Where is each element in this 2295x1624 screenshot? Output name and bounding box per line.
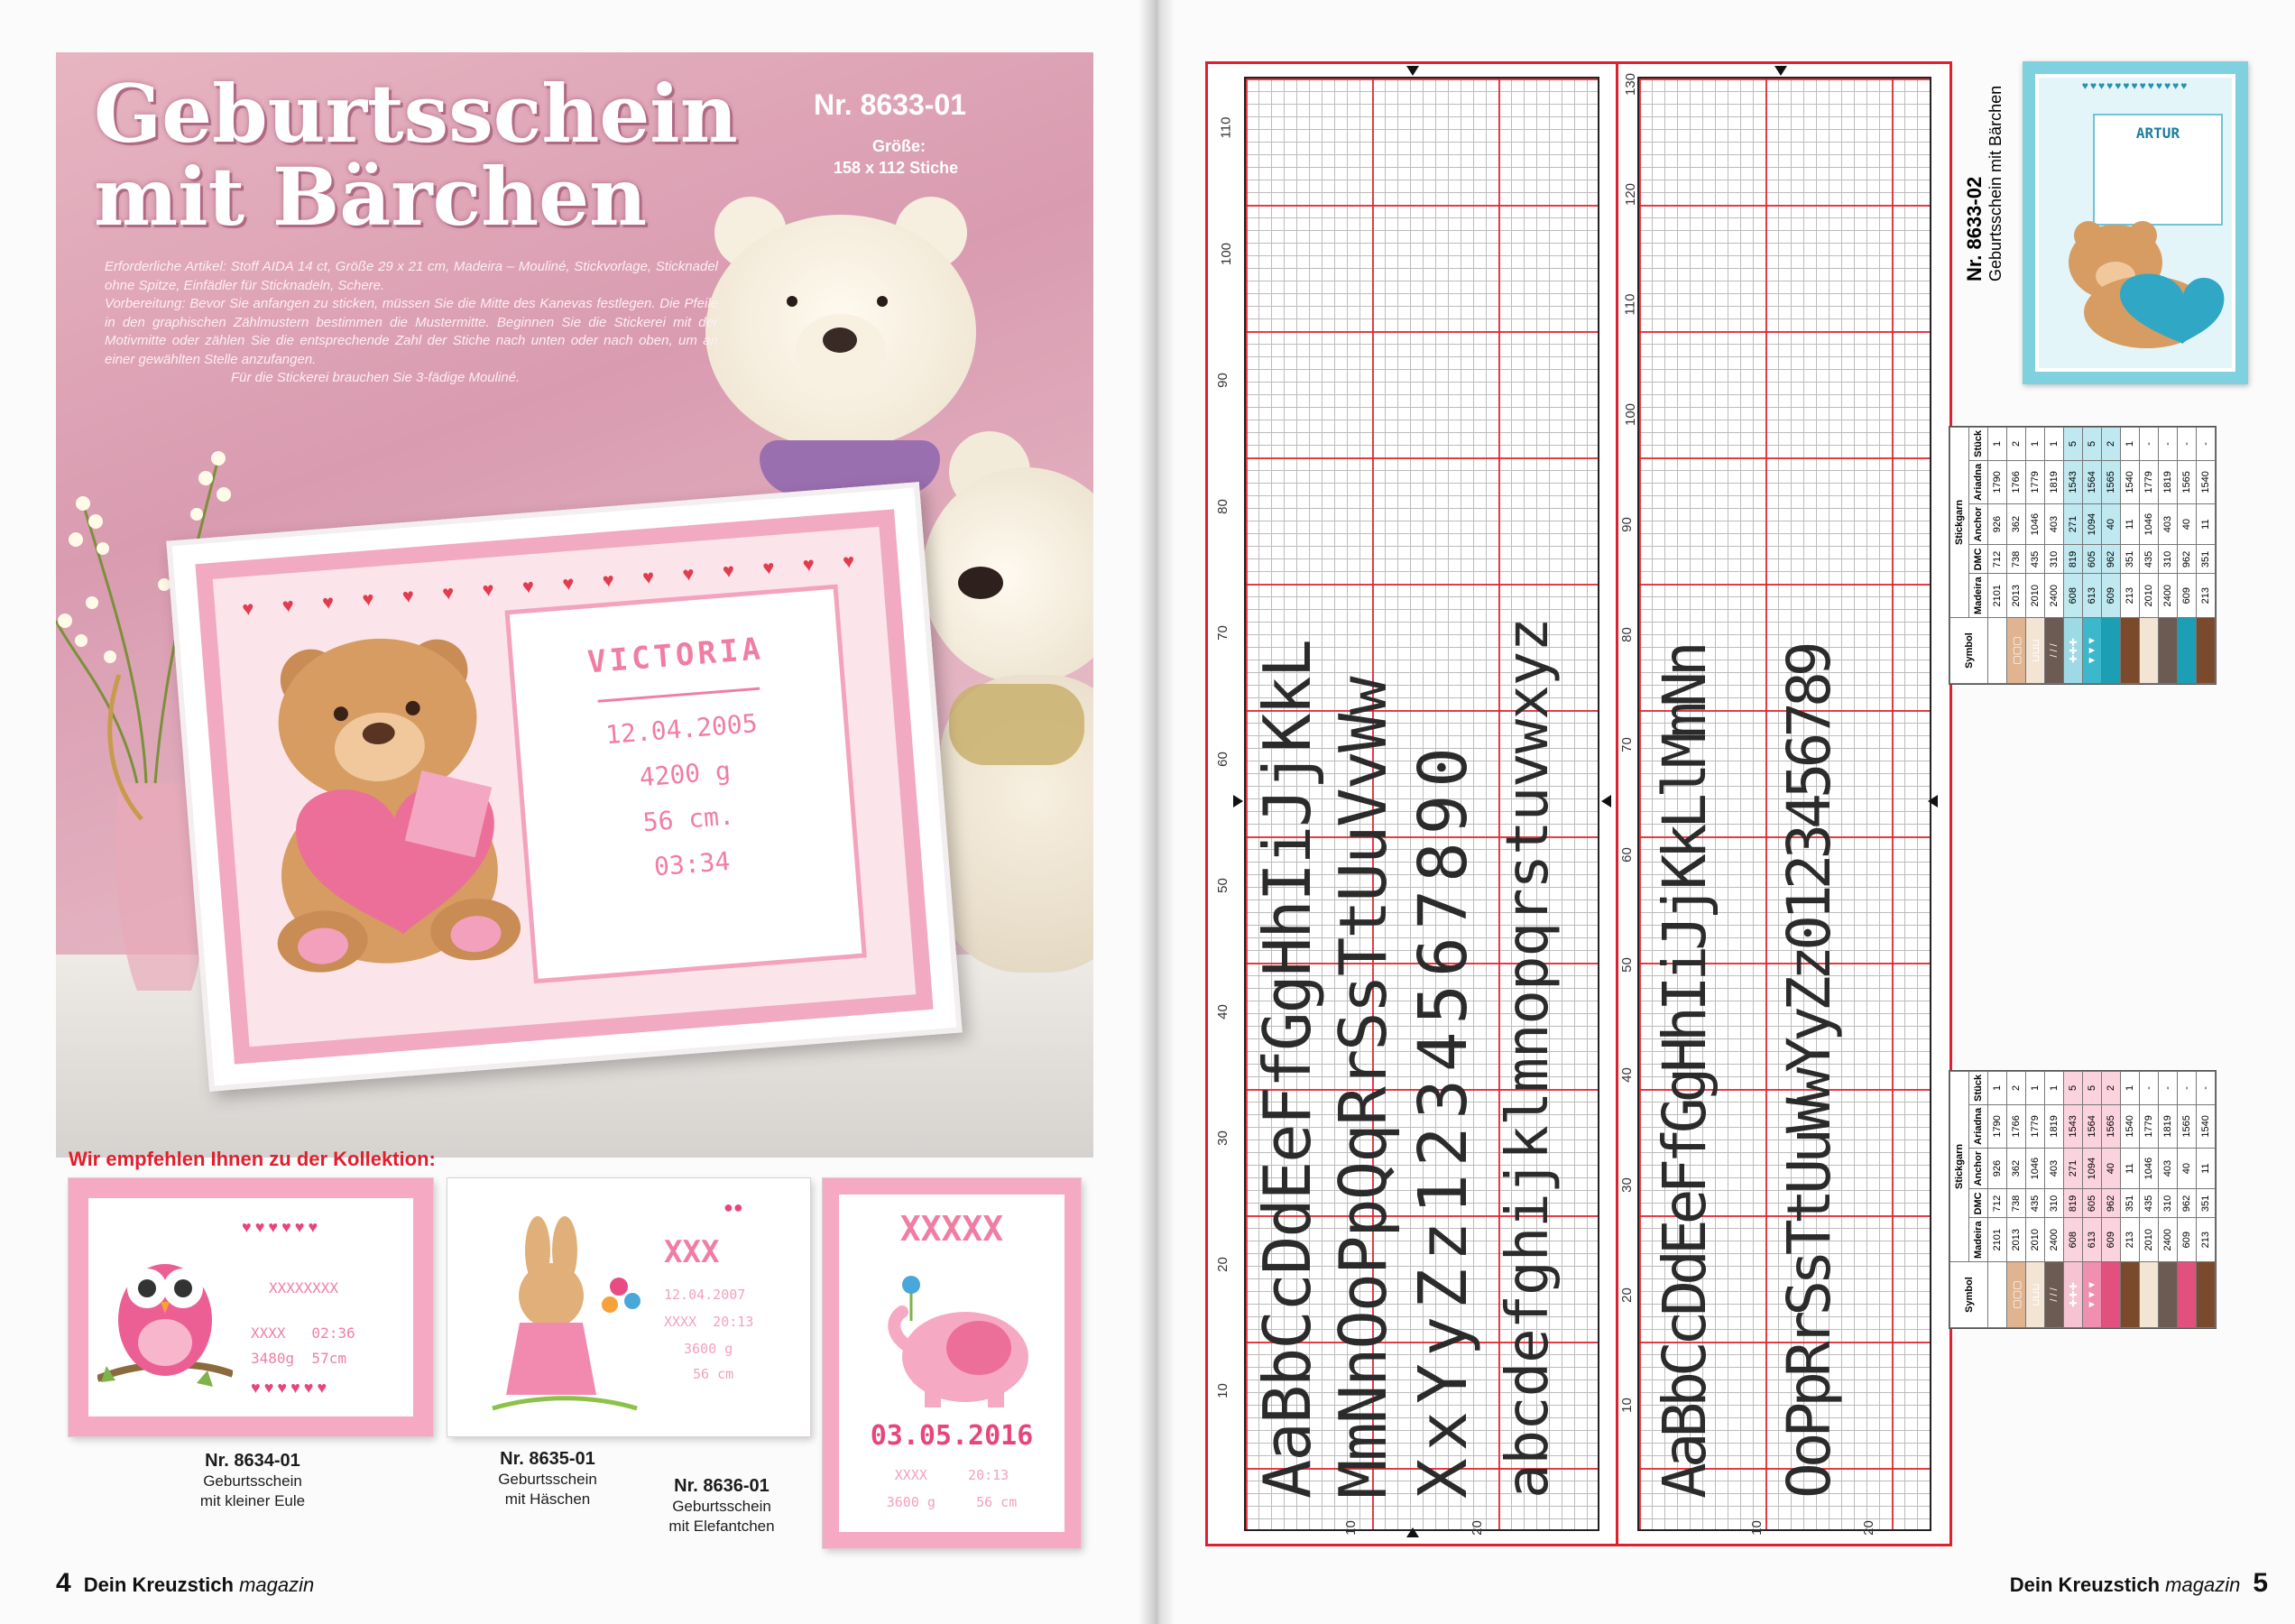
center-arrow-left-1 (1233, 795, 1243, 807)
footer-right-magazine-italic: magazin (2165, 1573, 2241, 1596)
ruler2-num-100: 100 (1623, 402, 1639, 427)
key-cell: - (2178, 1071, 2197, 1104)
ruler-bottom2-num-10: 10 (1748, 1520, 1765, 1536)
key-cell: 1540 (2197, 1104, 2216, 1148)
key-header-group: Stickgarn (1950, 1071, 1969, 1261)
key-cell: 1 (1988, 1071, 2007, 1104)
center-arrow-top-2 (1774, 66, 1787, 76)
key-cell: 2101 (1988, 1218, 2007, 1262)
key-cell: - (2159, 427, 2178, 460)
variant-desc: Geburtsschein mit Bärchen (1986, 85, 2005, 281)
key-cell: 403 (2159, 503, 2178, 545)
key-cell: 1819 (2159, 460, 2178, 503)
key-cell: 1 (2121, 427, 2140, 460)
name-panel (504, 585, 866, 984)
key-cell: 1540 (2197, 460, 2216, 503)
key-cell: 738 (2007, 545, 2026, 574)
key-cell: 310 (2159, 545, 2178, 574)
center-arrow-right-1 (1601, 795, 1611, 807)
key-cell: 1046 (2140, 503, 2159, 545)
key-swatch (2159, 618, 2178, 684)
bunny-paws: ●● (724, 1198, 743, 1216)
key-cell: 1819 (2159, 1104, 2178, 1148)
key-cell: 609 (2178, 574, 2197, 618)
bunny-text-length: 56 cm (693, 1366, 734, 1382)
key-cell: 40 (2178, 503, 2197, 545)
variant-bear-illustration (2057, 213, 2228, 348)
pattern-number: Nr. 8633-01 (814, 88, 967, 121)
caption-elephant (622, 1476, 821, 1536)
caption-owl-nr: Nr. 8634-01 (205, 1451, 300, 1471)
bunny-illustration (465, 1214, 646, 1422)
key-cell: 2 (2007, 427, 2026, 460)
key-swatch: ▼▼▼ (2083, 1262, 2102, 1328)
key-cell: 1 (1988, 427, 2007, 460)
key-cell: 1540 (2121, 460, 2140, 503)
owl-text-weight: 3480g 57cm (251, 1350, 346, 1367)
center-arrow-right-2 (1928, 795, 1938, 807)
center-arrow-bottom-1 (1406, 1527, 1419, 1537)
ruler1-num-60: 60 (1214, 752, 1230, 767)
variant-hearts: ♥♥♥♥♥♥♥♥♥♥♥♥♥ (2081, 79, 2189, 92)
key-col-madeira: Madeira (1969, 1218, 1988, 1262)
key-row (2140, 427, 2159, 683)
key-blue-table (1949, 427, 2216, 684)
key-row (2197, 1071, 2216, 1327)
key-cell: 1779 (2140, 1104, 2159, 1148)
caption-bunny-line2: mit Häschen (504, 1490, 591, 1508)
ruler1-num-30: 30 (1214, 1130, 1230, 1146)
key-cell: 11 (2121, 1148, 2140, 1189)
key-cell: 609 (2102, 1218, 2121, 1262)
ruler2-num-120: 120 (1623, 182, 1639, 207)
page-title (94, 67, 738, 244)
key-cell: 962 (2102, 1189, 2121, 1218)
hero-photo (56, 52, 1093, 1158)
key-cell: 435 (2026, 1189, 2045, 1218)
elephant-text-name: XXXXX (899, 1209, 1004, 1249)
key-cell: 40 (2178, 1148, 2197, 1189)
key-cell: 1766 (2007, 1104, 2026, 1148)
bunny-text-time: XXXX 20:13 (664, 1314, 754, 1330)
key-cell: 2010 (2026, 574, 2045, 618)
chart2-row-2: OoPpRrSsTtUuWwYyZz0123456789 (1774, 646, 1844, 1499)
footer-left-magazine-italic: magazin (239, 1573, 315, 1596)
chart1-row-3: XxYyZz1234567890 (1405, 740, 1482, 1499)
caption-bunny-nr: Nr. 8635-01 (500, 1449, 595, 1469)
key-col-dmc: DMC (1969, 1189, 1988, 1218)
key-swatch: ✚✚✚ (2064, 1262, 2083, 1328)
key-cell: - (2140, 1071, 2159, 1104)
ruler1-num-100: 100 (1219, 242, 1235, 266)
ruler1-num-110: 110 (1218, 116, 1234, 139)
key-col-anchor: Anchor (1969, 503, 1988, 545)
key-cell: 2400 (2159, 574, 2178, 618)
key-cell: 435 (2140, 545, 2159, 574)
recommendation-heading: Wir empfehlen Ihnen zu der Kollektion: (69, 1148, 436, 1170)
key-row (2045, 427, 2064, 683)
thumbnail-elephant (823, 1178, 1081, 1548)
key-cell: 2010 (2140, 1218, 2159, 1262)
key-col-ariadna: Ariadna (1969, 460, 1988, 503)
key-cell: 403 (2045, 503, 2064, 545)
key-col-anchor: Anchor (1969, 1148, 1988, 1189)
chart-divider (1616, 64, 1618, 1544)
birth-time: 03:34 (652, 845, 732, 882)
key-cell: 1565 (2102, 1104, 2121, 1148)
key-cell: 1543 (2064, 1104, 2083, 1148)
key-cell: - (2159, 1071, 2178, 1104)
elephant-text-weight: 3600 g 56 cm (886, 1494, 1018, 1510)
key-cell: 362 (2007, 503, 2026, 545)
key-row (2083, 427, 2102, 683)
key-cell: 2400 (2045, 574, 2064, 618)
chart2-row-1: AaBbCcDdEeFfGgHhIiJjKkLlMmNn (1650, 646, 1719, 1499)
center-arrow-top-1 (1406, 66, 1419, 76)
bunny-text-date: 12.04.2007 (664, 1287, 746, 1303)
key-cell: 926 (1988, 1148, 2007, 1189)
key-row (2197, 427, 2216, 683)
ruler2-num-20: 20 (1618, 1287, 1635, 1303)
chart1-row-1: AaBbCcDdEeFfGgHhIiJjKkL (1249, 641, 1325, 1499)
key-swatch (2197, 618, 2216, 684)
key-cell: 608 (2064, 574, 2083, 618)
key-pink-table (1949, 1071, 2216, 1328)
key-cell: 1819 (2045, 460, 2064, 503)
key-cell: 605 (2083, 545, 2102, 574)
footer-left-magazine: Dein Kreuzstich (83, 1573, 234, 1596)
key-header-symbol: Symbol (1950, 1262, 1988, 1328)
key-row (2045, 1071, 2064, 1327)
owl-text-name: XXXXXXXX (269, 1279, 339, 1296)
variant-caption (1963, 86, 2005, 281)
ruler2-num-50: 50 (1618, 957, 1635, 973)
key-cell: 609 (2102, 574, 2121, 618)
intro-paragraph-materials: Erforderliche Artikel: Stoff AIDA 14 ct, Größe 29 x 21 cm, Madeira – Mouliné, Stickvorlage, Sticknadel ohne Spitze, Einfädler für Sticknadeln, Schere. (105, 259, 718, 293)
page-number-left: 4 (56, 1568, 71, 1598)
key-cell: 1779 (2140, 460, 2159, 503)
intro-paragraph-preparation: Vorbereitung: Bevor Sie anfangen zu sticken, müssen Sie die Mitte des Kanevas festlegen. Die Pfeile in den graphischen Zählmustern bestimmen die Mustermitte. Beginnen Sie die Stickerei mit der Motivmitte oder zählen Sie die entsprechende Zahl der Stiche nach unten oder nach oben, um an einer gewählten Stelle anzufangen. (105, 296, 718, 367)
alphabet-chart (1205, 61, 1952, 1546)
ruler1-num-90: 90 (1214, 373, 1230, 388)
key-header-symbol: Symbol (1950, 618, 1988, 684)
ruler1-num-80: 80 (1214, 499, 1230, 514)
ruler1-num-40: 40 (1214, 1004, 1230, 1020)
key-cell: 2010 (2026, 1218, 2045, 1262)
key-cell: 1094 (2083, 1148, 2102, 1189)
key-row (2178, 427, 2197, 683)
key-swatch: ▢▢▢ (2007, 618, 2026, 684)
key-cell: 271 (2064, 503, 2083, 545)
key-swatch (2140, 618, 2159, 684)
key-cell: 962 (2102, 545, 2121, 574)
key-row (2121, 1071, 2140, 1327)
caption-owl-line1: Geburtsschein (203, 1472, 302, 1490)
birth-weight: 4200 g (638, 755, 733, 793)
intro-paragraph-thread: Für die Stickerei brauchen Sie 3-fädige Mouliné. (231, 370, 521, 385)
key-cell: 1046 (2026, 1148, 2045, 1189)
ruler2-num-10: 10 (1618, 1398, 1635, 1413)
key-swatch (2102, 618, 2121, 684)
key-cell: 5 (2064, 1071, 2083, 1104)
key-cell: 1 (2045, 427, 2064, 460)
intro-text (105, 258, 718, 388)
key-row (2007, 1071, 2026, 1327)
key-row (2064, 427, 2083, 683)
key-row (2140, 1071, 2159, 1327)
key-row (2064, 1071, 2083, 1327)
size-value: 158 x 112 Stiche (834, 159, 959, 177)
key-cell: 819 (2064, 1189, 2083, 1218)
key-cell: 1564 (2083, 460, 2102, 503)
birth-length: 56 cm. (641, 800, 735, 838)
key-cell: 1094 (2083, 503, 2102, 545)
elephant-illustration (875, 1267, 1037, 1411)
key-cell: 1565 (2102, 460, 2121, 503)
key-row (2159, 427, 2178, 683)
key-swatch: ▢▢▢ (2007, 1262, 2026, 1328)
key-header-group: Stickgarn (1950, 427, 1969, 617)
key-col-madeira: Madeira (1969, 574, 1988, 618)
key-cell: 362 (2007, 1148, 2026, 1189)
footer-left (56, 1568, 314, 1599)
key-cell: 351 (2121, 1189, 2140, 1218)
key-swatch (2178, 618, 2197, 684)
key-cell: 403 (2159, 1148, 2178, 1189)
key-col-ariadna: Ariadna (1969, 1104, 1988, 1148)
key-cell: 2 (2102, 427, 2121, 460)
key-row (2102, 427, 2121, 683)
key-cell: 613 (2083, 1218, 2102, 1262)
key-row (2102, 1071, 2121, 1327)
key-cell: 351 (2121, 545, 2140, 574)
key-swatch: • • • (1988, 1262, 2007, 1328)
title-line-1: Geburtsschein (94, 67, 738, 161)
key-col-stück: Stück (1969, 1071, 1988, 1104)
key-swatch (2121, 618, 2140, 684)
ruler-bottom1-num-10: 10 (1342, 1520, 1359, 1536)
key-cell: 351 (2197, 1189, 2216, 1218)
key-cell: 819 (2064, 545, 2083, 574)
ruler2-num-70: 70 (1618, 737, 1635, 752)
caption-elephant-line1: Geburtsschein (672, 1498, 771, 1515)
bunny-text-weight: 3600 g (684, 1341, 733, 1357)
key-row (2083, 1071, 2102, 1327)
owl-hearts: ♥♥♥♥♥♥ (242, 1218, 322, 1236)
key-cell: 1790 (1988, 460, 2007, 503)
ruler2-num-90: 90 (1618, 517, 1635, 532)
key-cell: 213 (2121, 574, 2140, 618)
variant-name: ARTUR (2135, 125, 2180, 142)
chart1-row-4: abcdefghijklmnopqrstuvwxyz (1495, 618, 1562, 1499)
key-swatch: / / / (2045, 618, 2064, 684)
ruler2-num-40: 40 (1618, 1067, 1635, 1083)
key-cell: - (2197, 1071, 2216, 1104)
owl-text-date: XXXX 02:36 (251, 1324, 355, 1342)
key-swatch (2140, 1262, 2159, 1328)
key-cell: 1046 (2140, 1148, 2159, 1189)
key-cell: 2013 (2007, 1218, 2026, 1262)
birth-date: 12.04.2005 (604, 708, 759, 751)
key-cell: - (2178, 427, 2197, 460)
key-row (2007, 427, 2026, 683)
key-cell: 310 (2045, 1189, 2064, 1218)
key-cell: 351 (2197, 545, 2216, 574)
key-swatch: ⊔⊔⊔ (2026, 618, 2045, 684)
owl-illustration (97, 1225, 233, 1406)
key-cell: 738 (2007, 1189, 2026, 1218)
key-cell: 962 (2178, 545, 2197, 574)
key-cell: 310 (2045, 545, 2064, 574)
ruler1-num-10: 10 (1214, 1383, 1230, 1398)
key-cell: 1 (2045, 1071, 2064, 1104)
key-cell: - (2140, 427, 2159, 460)
size-label: Größe: (872, 137, 926, 155)
key-cell: 1 (2121, 1071, 2140, 1104)
key-cell: 1790 (1988, 1104, 2007, 1148)
key-cell: 11 (2121, 503, 2140, 545)
key-cell: 213 (2121, 1218, 2140, 1262)
key-cell: 11 (2197, 1148, 2216, 1189)
key-cell: 962 (2178, 1189, 2197, 1218)
key-row (2159, 1071, 2178, 1327)
variant-nr: Nr. 8633-02 (1963, 176, 1986, 281)
key-swatch: ⊔⊔⊔ (2026, 1262, 2045, 1328)
key-swatch (2178, 1262, 2197, 1328)
key-cell: 1 (2026, 1071, 2045, 1104)
key-cell: 11 (2197, 503, 2216, 545)
key-cell: 2010 (2140, 574, 2159, 618)
footer-right (2010, 1568, 2268, 1599)
key-cell: 1 (2026, 427, 2045, 460)
ruler-bottom2-num-20: 20 (1860, 1520, 1876, 1536)
key-row (2178, 1071, 2197, 1327)
key-col-dmc: DMC (1969, 545, 1988, 574)
ruler2-num-110: 110 (1622, 293, 1638, 316)
key-cell: 926 (1988, 503, 2007, 545)
baby-name: VICTORIA (585, 631, 766, 681)
key-swatch: / / / (2045, 1262, 2064, 1328)
ruler2-num-30: 30 (1618, 1177, 1635, 1193)
framed-embroidery (166, 482, 962, 1092)
key-swatch: ▼▼▼ (2083, 618, 2102, 684)
key-swatch (2121, 1262, 2140, 1328)
caption-owl-line2: mit kleiner Eule (199, 1492, 306, 1509)
key-cell: 712 (1988, 1189, 2007, 1218)
key-swatch (2102, 1262, 2121, 1328)
color-key-blue (1949, 426, 2217, 685)
ruler1-num-50: 50 (1214, 878, 1230, 893)
key-cell: 40 (2102, 1148, 2121, 1189)
key-cell: 1564 (2083, 1104, 2102, 1148)
page-gutter (1138, 0, 1175, 1624)
color-key-pink (1949, 1070, 2217, 1329)
key-cell: 2400 (2045, 1218, 2064, 1262)
key-cell: 2400 (2159, 1218, 2178, 1262)
key-cell: 5 (2083, 1071, 2102, 1104)
chart1-row-2: MmNnOoPpQqRrSsTtUuVvWw (1325, 678, 1401, 1499)
ruler-bottom1-num-20: 20 (1469, 1520, 1485, 1536)
key-cell: 435 (2026, 545, 2045, 574)
key-row (1988, 427, 2007, 683)
key-row (1988, 1071, 2007, 1327)
key-cell: 605 (2083, 1189, 2102, 1218)
key-col-stück: Stück (1969, 427, 1988, 460)
key-cell: 613 (2083, 574, 2102, 618)
key-cell: 1046 (2026, 503, 2045, 545)
key-cell: - (2197, 427, 2216, 460)
thumbnail-owl (69, 1178, 433, 1436)
key-cell: 1779 (2026, 1104, 2045, 1148)
caption-owl (144, 1451, 361, 1511)
key-cell: 2013 (2007, 574, 2026, 618)
key-cell: 213 (2197, 1218, 2216, 1262)
key-cell: 213 (2197, 574, 2216, 618)
key-swatch (2159, 1262, 2178, 1328)
key-cell: 2101 (1988, 574, 2007, 618)
key-cell: 271 (2064, 1148, 2083, 1189)
footer-right-magazine: Dein Kreuzstich (2009, 1573, 2161, 1596)
key-cell: 5 (2064, 427, 2083, 460)
thumbnail-bunny (447, 1178, 810, 1436)
key-cell: 403 (2045, 1148, 2064, 1189)
key-swatch: ✚✚✚ (2064, 618, 2083, 684)
key-cell: 2 (2007, 1071, 2026, 1104)
key-cell: 2 (2102, 1071, 2121, 1104)
key-cell: 608 (2064, 1218, 2083, 1262)
key-cell: 1766 (2007, 460, 2026, 503)
caption-elephant-line2: mit Elefantchen (668, 1518, 775, 1535)
elephant-text-date: 03.05.2016 (870, 1420, 1034, 1452)
bunny-text-name: XXX (664, 1234, 720, 1270)
key-cell: 40 (2102, 503, 2121, 545)
variant-preview (2023, 61, 2248, 384)
key-cell: 310 (2159, 1189, 2178, 1218)
key-swatch: • • • (1988, 618, 2007, 684)
ruler2-num-80: 80 (1618, 627, 1635, 642)
heart-border: ♥ ♥ ♥ ♥ ♥ ♥ ♥ ♥ ♥ ♥ ♥ ♥ ♥ ♥ ♥ ♥ (241, 549, 856, 621)
key-row (2121, 427, 2140, 683)
owl-hearts-bottom: ♥♥♥♥♥♥ (251, 1379, 331, 1397)
key-cell: 1540 (2121, 1104, 2140, 1148)
key-cell: 1565 (2178, 1104, 2197, 1148)
elephant-text-time: XXXX 20:13 (894, 1467, 1009, 1483)
title-line-2: mit Bärchen (94, 150, 648, 244)
key-swatch (2197, 1262, 2216, 1328)
key-cell: 712 (1988, 545, 2007, 574)
ruler1-num-70: 70 (1214, 625, 1230, 641)
ruler2-num-60: 60 (1618, 847, 1635, 863)
key-cell: 1565 (2178, 460, 2197, 503)
key-cell: 435 (2140, 1189, 2159, 1218)
key-cell: 1819 (2045, 1104, 2064, 1148)
stitched-bear-illustration (244, 619, 542, 991)
caption-elephant-nr: Nr. 8636-01 (674, 1476, 770, 1496)
ruler2-num-130: 130 (1623, 72, 1639, 97)
key-cell: 609 (2178, 1218, 2197, 1262)
page-number-right: 5 (2253, 1568, 2268, 1598)
key-row (2026, 427, 2045, 683)
key-row (2026, 1071, 2045, 1327)
ruler1-num-20: 20 (1214, 1257, 1230, 1272)
key-cell: 5 (2083, 427, 2102, 460)
key-cell: 1543 (2064, 460, 2083, 503)
key-cell: 1779 (2026, 460, 2045, 503)
caption-bunny (444, 1449, 651, 1509)
caption-bunny-line1: Geburtsschein (498, 1471, 597, 1488)
